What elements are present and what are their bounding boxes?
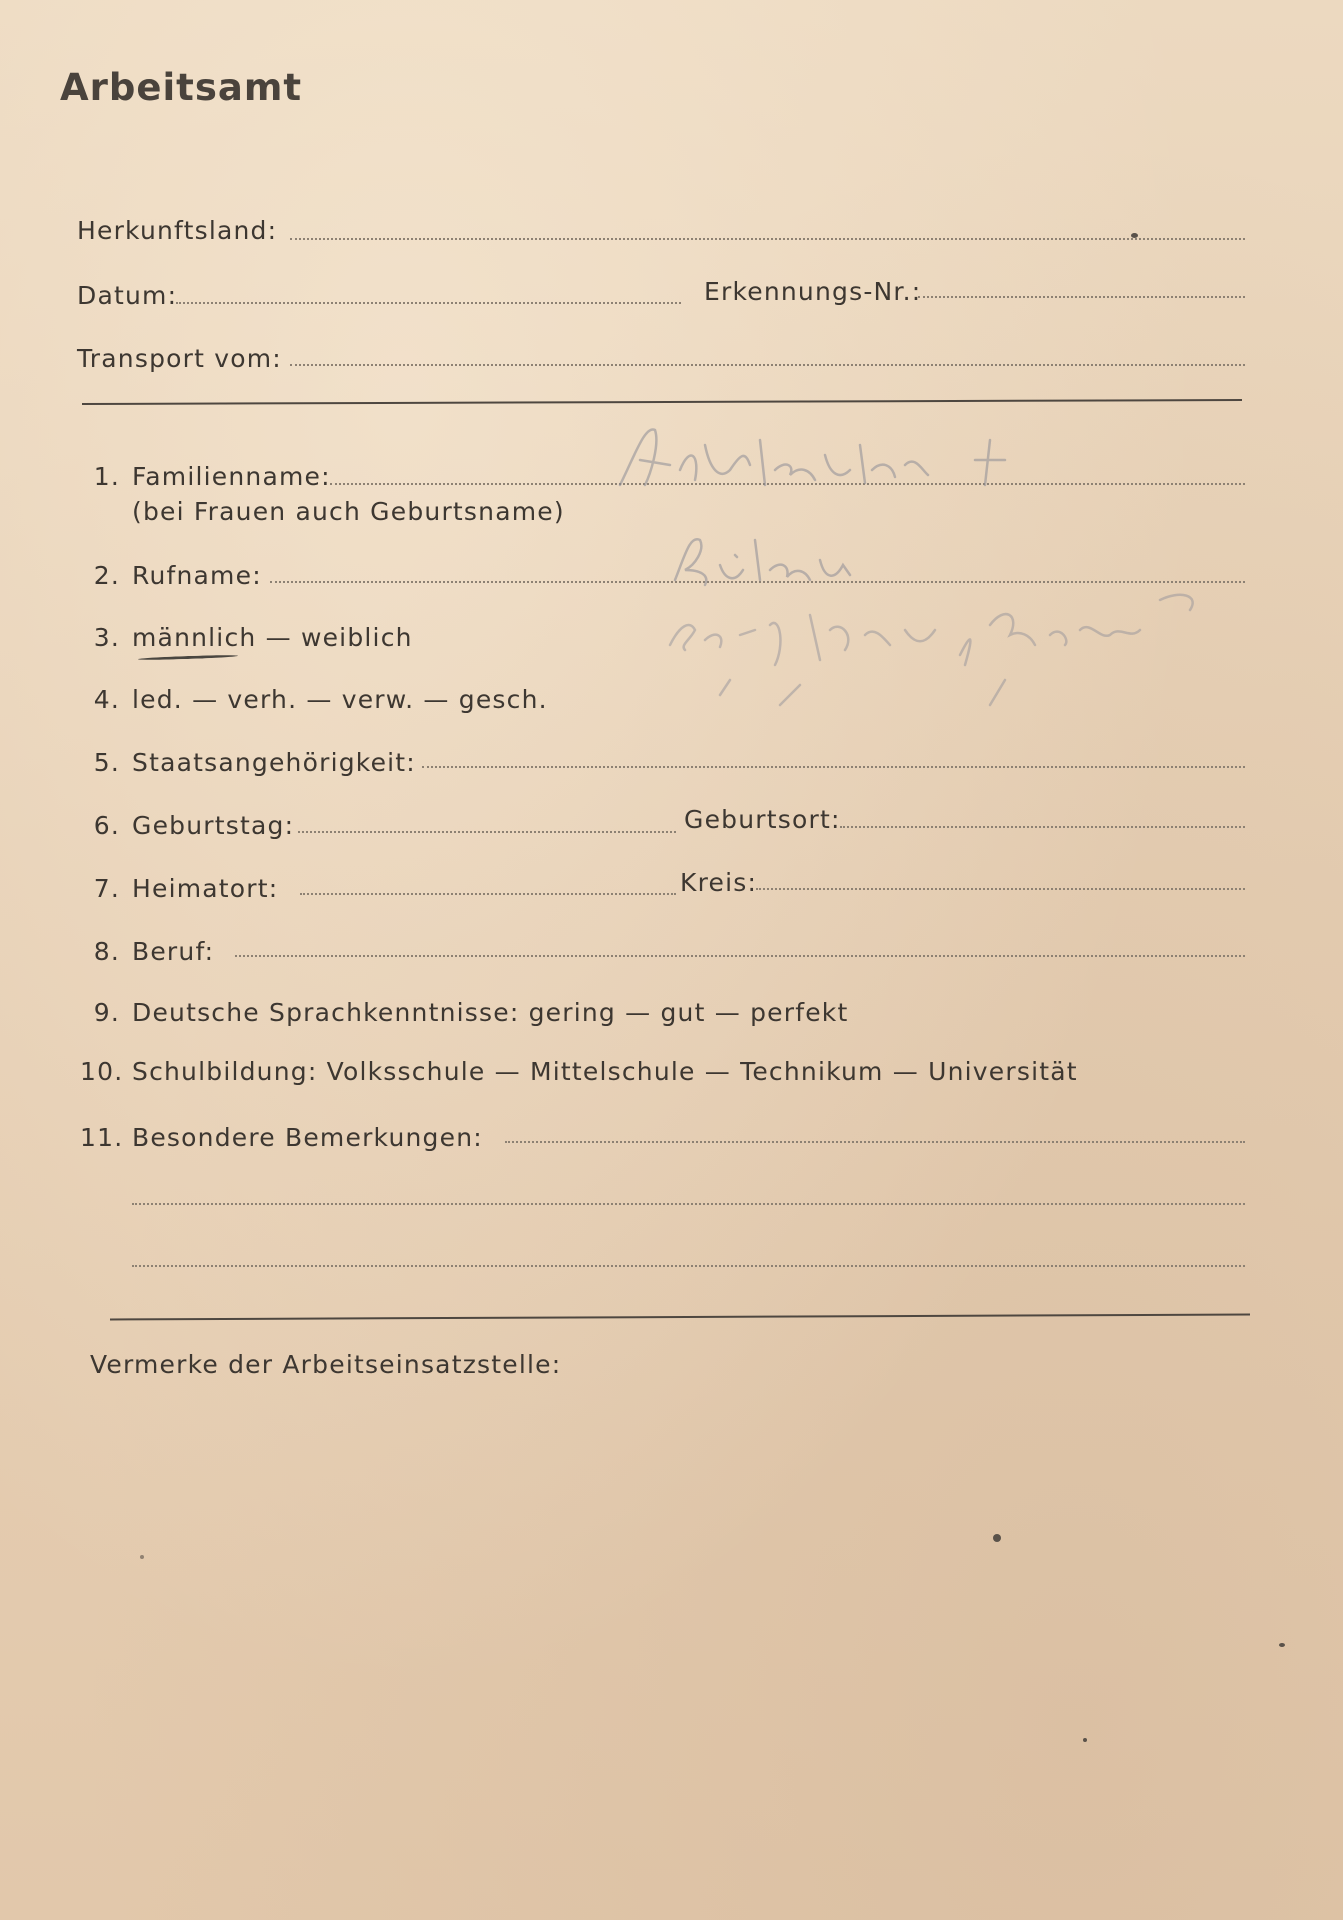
- handwritten-familienname-scribble: [610, 415, 1050, 505]
- paper-speck: [1131, 233, 1138, 238]
- beruf-label: 8. Beruf:: [93, 937, 215, 966]
- rufname-label: 2. Rufname:: [93, 561, 262, 590]
- transport-label: Transport vom:: [77, 344, 282, 373]
- beruf-field[interactable]: [235, 955, 1245, 957]
- paper-speck: [140, 1555, 144, 1559]
- datum-field[interactable]: [176, 302, 681, 304]
- erkennungs-nr-label: Erkennungs-Nr.:: [704, 277, 922, 306]
- familienname-label: 1. Familienname:: [93, 462, 331, 491]
- section-divider-bottom: [110, 1314, 1250, 1321]
- geburtsort-label: Geburtsort:: [684, 805, 841, 834]
- page-title: Arbeitsamt: [60, 66, 303, 109]
- geburtstag-label: 6. Geburtstag:: [93, 811, 295, 840]
- bemerkungen-field-line-2[interactable]: [132, 1203, 1245, 1205]
- bemerkungen-label: 11. Besondere Bemerkungen:: [80, 1123, 483, 1152]
- familienstand-options: 4. led. — verh. — verw. — gesch.: [93, 685, 548, 714]
- familienname-note: (bei Frauen auch Geburtsname): [132, 497, 565, 526]
- bemerkungen-field-line-3[interactable]: [132, 1265, 1245, 1267]
- paper-speck: [1083, 1738, 1087, 1742]
- section-divider-top: [82, 399, 1242, 405]
- option-maennlich[interactable]: männlich: [132, 623, 257, 652]
- paper-speck: [993, 1534, 1001, 1542]
- schulbildung-options: 10. Schulbildung: Volksschule — Mittelschule — Technikum — Universität: [80, 1057, 1078, 1086]
- geburtstag-field[interactable]: [298, 831, 676, 833]
- herkunftsland-label: Herkunftsland:: [77, 216, 278, 245]
- vermerke-label: Vermerke der Arbeitseinsatzstelle:: [90, 1350, 562, 1379]
- staatsangehoerigkeit-field[interactable]: [422, 766, 1245, 768]
- familienstand-values[interactable]: led. — verh. — verw. — gesch.: [132, 685, 548, 714]
- heimatort-field[interactable]: [300, 893, 676, 895]
- kreis-label: Kreis:: [680, 868, 758, 897]
- option-weiblich[interactable]: — weiblich: [265, 623, 413, 652]
- heimatort-label: 7. Heimatort:: [93, 874, 279, 903]
- sprachkenntnisse-options: 9. Deutsche Sprachkenntnisse: gering — gut — perfekt: [93, 998, 849, 1027]
- herkunftsland-field[interactable]: [290, 238, 1245, 240]
- geburtsort-field[interactable]: [840, 826, 1245, 828]
- bemerkungen-field-line-1[interactable]: [505, 1141, 1245, 1143]
- datum-label: Datum:: [77, 281, 178, 310]
- geschlecht-options: 3. männlich — weiblich: [93, 623, 413, 652]
- paper-speck: [1279, 1643, 1285, 1647]
- staatsangehoerigkeit-label: 5. Staatsangehörigkeit:: [93, 748, 416, 777]
- maennlich-underline-mark: [138, 654, 238, 660]
- kreis-field[interactable]: [756, 888, 1245, 890]
- handwritten-geschlecht-scribble: [660, 585, 1300, 715]
- transport-field[interactable]: [290, 364, 1245, 366]
- erkennungs-nr-field[interactable]: [918, 296, 1245, 298]
